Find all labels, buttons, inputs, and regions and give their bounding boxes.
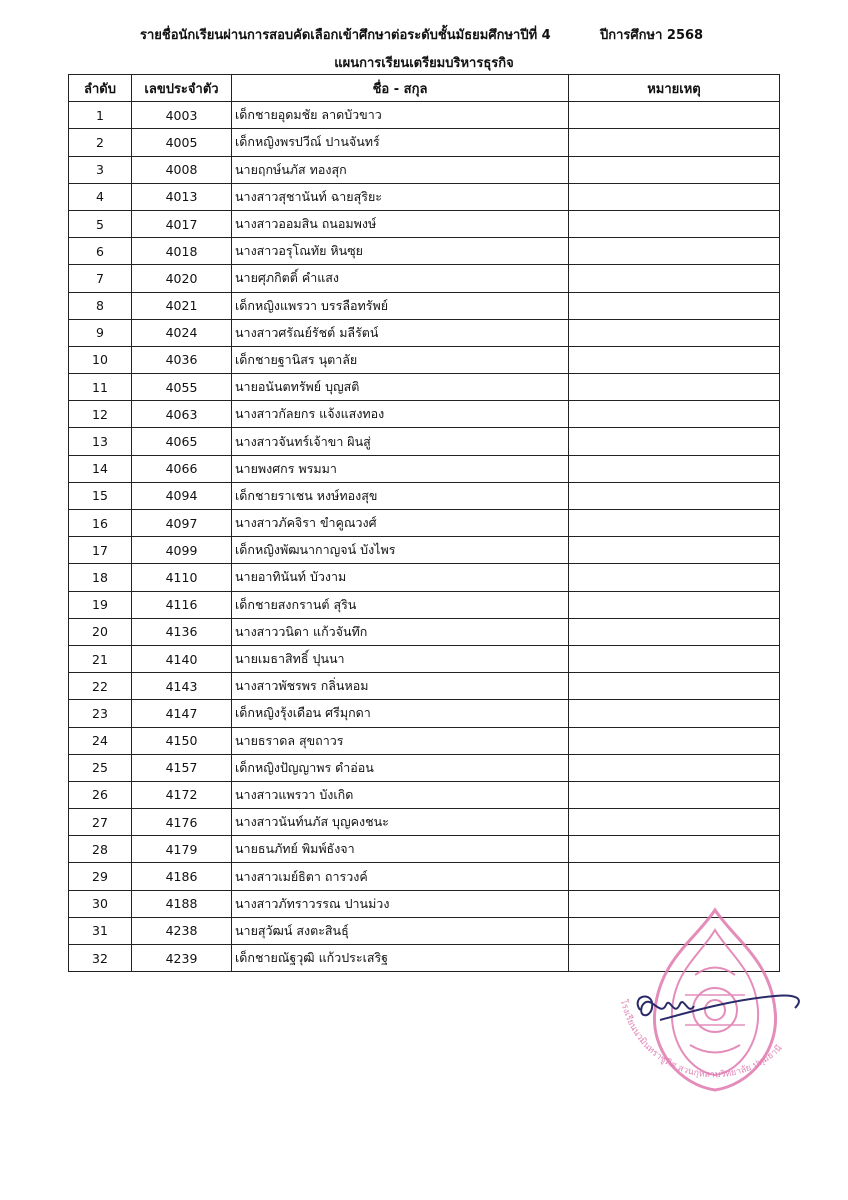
row-number: 8 [69, 292, 132, 319]
row-note [569, 618, 780, 645]
student-name: นางสาวสุชานันท์ ฉายสุริยะ [232, 183, 569, 210]
row-note [569, 129, 780, 156]
col-header-number: ลำดับ [69, 75, 132, 102]
student-name: เด็กชายอุดมชัย ลาดบัวขาว [232, 102, 569, 129]
row-number: 20 [69, 618, 132, 645]
student-name: เด็กหญิงแพรวา บรรลือทรัพย์ [232, 292, 569, 319]
row-note [569, 319, 780, 346]
student-name: นายฤกษ์นภัส ทองสุก [232, 156, 569, 183]
student-id: 4179 [132, 836, 232, 863]
student-name: เด็กหญิงรุ้งเดือน ศรีมุกดา [232, 700, 569, 727]
table-row [69, 700, 780, 727]
student-name: นางสาวอรุโณทัย หินซุย [232, 238, 569, 265]
row-number: 4 [69, 183, 132, 210]
row-number: 13 [69, 428, 132, 455]
row-note [569, 265, 780, 292]
seal-text: โรงเรียนนวมินทราชูทิศ สวนกุหลาบวิทยาลัย ปทุมธานี [617, 998, 785, 1081]
table-row [69, 183, 780, 210]
student-name: นางสาวศรัณย์รัชต์ มลีรัตน์ [232, 319, 569, 346]
row-note [569, 537, 780, 564]
student-name: เด็กชายฐานิสร นุตาลัย [232, 346, 569, 373]
student-name: นางสาวนันท์นภัส บุญคงชนะ [232, 809, 569, 836]
row-note [569, 292, 780, 319]
row-note [569, 700, 780, 727]
row-number: 15 [69, 482, 132, 509]
row-note [569, 781, 780, 808]
program-subtitle: แผนการเรียนเตรียมบริหารธุรกิจ [334, 56, 514, 71]
row-note [569, 482, 780, 509]
row-note [569, 809, 780, 836]
student-name: นางสาวจันทร์เจ้าขา ผินสู่ [232, 428, 569, 455]
row-number: 26 [69, 781, 132, 808]
row-number: 3 [69, 156, 132, 183]
row-number: 28 [69, 836, 132, 863]
student-id: 4024 [132, 319, 232, 346]
table-row [69, 238, 780, 265]
student-name: เด็กหญิงปัญญาพร ดำอ่อน [232, 754, 569, 781]
table-header-row [69, 75, 780, 102]
student-name: นางสาวออมสิน ถนอมพงษ์ [232, 210, 569, 237]
student-name: นายธนภัทย์ พิมพ์ธังจา [232, 836, 569, 863]
student-id: 4018 [132, 238, 232, 265]
student-name: นายศุภกิตติ์ คำแสง [232, 265, 569, 292]
student-id: 4017 [132, 210, 232, 237]
table-row [69, 455, 780, 482]
student-name: เด็กหญิงพรปวีณ์ ปานจันทร์ [232, 129, 569, 156]
table-row [69, 401, 780, 428]
row-note [569, 428, 780, 455]
student-id: 4136 [132, 618, 232, 645]
student-id: 4110 [132, 564, 232, 591]
student-id: 4020 [132, 265, 232, 292]
row-note [569, 863, 780, 890]
student-id: 4005 [132, 129, 232, 156]
student-id: 4094 [132, 482, 232, 509]
student-id: 4055 [132, 374, 232, 401]
student-id: 4150 [132, 727, 232, 754]
row-note [569, 645, 780, 672]
student-id: 4147 [132, 700, 232, 727]
student-id: 4003 [132, 102, 232, 129]
student-id: 4188 [132, 890, 232, 917]
student-name: นายพงศกร พรมมา [232, 455, 569, 482]
row-note [569, 238, 780, 265]
row-number: 29 [69, 863, 132, 890]
row-number: 32 [69, 945, 132, 972]
student-name: นางสาวแพรวา บังเกิด [232, 781, 569, 808]
row-note [569, 727, 780, 754]
row-number: 22 [69, 673, 132, 700]
row-note [569, 673, 780, 700]
student-id: 4140 [132, 645, 232, 672]
row-note [569, 346, 780, 373]
row-number: 17 [69, 537, 132, 564]
row-number: 18 [69, 564, 132, 591]
col-header-name: ชื่อ - สกุล [232, 75, 569, 102]
student-id: 4186 [132, 863, 232, 890]
table-row [69, 754, 780, 781]
student-id: 4021 [132, 292, 232, 319]
student-id: 4116 [132, 591, 232, 618]
row-note [569, 374, 780, 401]
student-name: นางสาวเมย์ธิตา ถารวงค์ [232, 863, 569, 890]
student-id: 4239 [132, 945, 232, 972]
student-name: นายอาทินันท์ บัวงาม [232, 564, 569, 591]
table-row [69, 591, 780, 618]
row-note [569, 591, 780, 618]
table-row [69, 346, 780, 373]
row-number: 21 [69, 645, 132, 672]
student-name: นางสาวภัคจิรา ขำคูณวงศ์ [232, 510, 569, 537]
row-note [569, 183, 780, 210]
row-number: 11 [69, 374, 132, 401]
student-name: เด็กชายณัฐวุฒิ แก้วประเสริฐ [232, 945, 569, 972]
table-row [69, 156, 780, 183]
student-id: 4238 [132, 917, 232, 944]
student-id: 4063 [132, 401, 232, 428]
table-row [69, 292, 780, 319]
table-row [69, 428, 780, 455]
student-name: นางสาวภัทราวรรณ ปานม่วง [232, 890, 569, 917]
student-name: เด็กชายสงกรานต์ สุริน [232, 591, 569, 618]
table-row [69, 319, 780, 346]
academic-year: ปีการศึกษา 2568 [600, 28, 704, 43]
row-number: 27 [69, 809, 132, 836]
col-header-note: หมายเหตุ [569, 75, 780, 102]
table-row [69, 210, 780, 237]
row-number: 30 [69, 890, 132, 917]
student-id: 4157 [132, 754, 232, 781]
row-note [569, 564, 780, 591]
table-row [69, 564, 780, 591]
table-row [69, 727, 780, 754]
student-name: เด็กชายราเชน หงษ์ทองสุข [232, 482, 569, 509]
student-name: นางสาวพัชรพร กลิ่นหอม [232, 673, 569, 700]
row-note [569, 836, 780, 863]
student-id: 4013 [132, 183, 232, 210]
table-row [69, 645, 780, 672]
row-number: 10 [69, 346, 132, 373]
table-row [69, 102, 780, 129]
student-id: 4099 [132, 537, 232, 564]
table-row [69, 781, 780, 808]
row-note [569, 510, 780, 537]
row-number: 7 [69, 265, 132, 292]
row-note [569, 210, 780, 237]
student-name: นายสุวัฒน์ สงตะสินธุ์ [232, 917, 569, 944]
row-number: 1 [69, 102, 132, 129]
student-id: 4066 [132, 455, 232, 482]
student-list-table [68, 74, 780, 972]
student-id: 4097 [132, 510, 232, 537]
row-note [569, 455, 780, 482]
table-row [69, 618, 780, 645]
svg-text:โรงเรียนนวมินทราชูทิศ สวนกุหลา [618, 998, 785, 1080]
document-title: รายชื่อนักเรียนผ่านการสอบคัดเลือกเข้าศึกษาต่อระดับชั้นมัธยมศึกษาปีที่ 4 [140, 28, 551, 43]
student-id: 4172 [132, 781, 232, 808]
table-row [69, 482, 780, 509]
row-number: 16 [69, 510, 132, 537]
student-id: 4008 [132, 156, 232, 183]
table-row [69, 673, 780, 700]
student-id: 4176 [132, 809, 232, 836]
row-number: 9 [69, 319, 132, 346]
table-row [69, 836, 780, 863]
table-row [69, 809, 780, 836]
student-name: นายธราดล สุขถาวร [232, 727, 569, 754]
table-row [69, 863, 780, 890]
student-name: นางสาววนิดา แก้วจันทึก [232, 618, 569, 645]
student-name: นายอนันตทรัพย์ บุญสติ [232, 374, 569, 401]
student-name: นางสาวกัลยกร แจ้งแสงทอง [232, 401, 569, 428]
table-row [69, 510, 780, 537]
table-row [69, 129, 780, 156]
school-seal-signature [600, 900, 830, 1180]
row-note [569, 102, 780, 129]
row-number: 14 [69, 455, 132, 482]
row-number: 12 [69, 401, 132, 428]
student-id: 4036 [132, 346, 232, 373]
row-note [569, 754, 780, 781]
row-number: 19 [69, 591, 132, 618]
student-name: นายเมธาสิทธิ์ ปุนนา [232, 645, 569, 672]
table-row [69, 537, 780, 564]
row-number: 24 [69, 727, 132, 754]
row-number: 31 [69, 917, 132, 944]
row-note [569, 156, 780, 183]
student-id: 4143 [132, 673, 232, 700]
row-number: 6 [69, 238, 132, 265]
student-id: 4065 [132, 428, 232, 455]
row-number: 25 [69, 754, 132, 781]
col-header-id: เลขประจำตัว [132, 75, 232, 102]
table-row [69, 265, 780, 292]
row-number: 5 [69, 210, 132, 237]
row-note [569, 401, 780, 428]
table-row [69, 374, 780, 401]
row-number: 2 [69, 129, 132, 156]
row-number: 23 [69, 700, 132, 727]
student-name: เด็กหญิงพัฒนากาญจน์ บังไพร [232, 537, 569, 564]
